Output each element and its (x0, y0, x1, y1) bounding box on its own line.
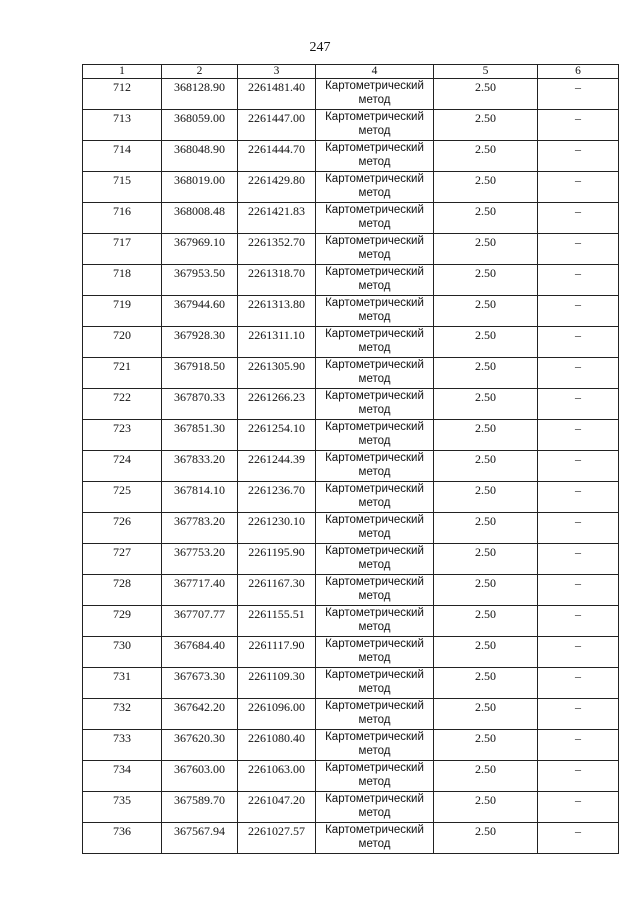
page-number: 247 (309, 40, 331, 55)
point-number-cell: 724 (83, 451, 162, 482)
x-coordinate-cell: 367814.10 (162, 482, 238, 513)
table-body (83, 65, 619, 854)
method-line-2: метод (358, 497, 391, 509)
method-cell (316, 172, 434, 203)
method-line-2: метод (358, 404, 391, 416)
y-coordinate-cell: 2261421.83 (238, 203, 316, 234)
x-coordinate-cell: 367673.30 (162, 668, 238, 699)
table-row (83, 296, 619, 327)
accuracy-cell: 2.50 (434, 296, 538, 327)
y-coordinate-cell: 2261195.90 (238, 544, 316, 575)
method-cell (316, 110, 434, 141)
method-line-2: метод (358, 435, 391, 447)
method-line-1: Картометрический (325, 204, 424, 216)
table-row (83, 420, 619, 451)
method-cell (316, 637, 434, 668)
table-row (83, 451, 619, 482)
point-number-cell: 736 (83, 823, 162, 854)
method-line-2: метод (358, 683, 391, 695)
point-number-cell: 717 (83, 234, 162, 265)
point-number-cell: 721 (83, 358, 162, 389)
x-coordinate-cell: 367870.33 (162, 389, 238, 420)
point-number-cell: 725 (83, 482, 162, 513)
method-line-1: Картометрический (325, 545, 424, 557)
point-number-cell: 730 (83, 637, 162, 668)
y-coordinate-cell: 2261167.30 (238, 575, 316, 606)
accuracy-cell: 2.50 (434, 730, 538, 761)
x-coordinate-cell: 367969.10 (162, 234, 238, 265)
method-cell (316, 699, 434, 730)
table-row (83, 482, 619, 513)
table-row (83, 234, 619, 265)
accuracy-cell: 2.50 (434, 823, 538, 854)
note-cell: – (538, 296, 619, 327)
y-coordinate-cell: 2261447.00 (238, 110, 316, 141)
method-cell (316, 203, 434, 234)
x-coordinate-cell: 367928.30 (162, 327, 238, 358)
table-row (83, 792, 619, 823)
method-line-1: Картометрический (325, 607, 424, 619)
note-cell: – (538, 637, 619, 668)
x-coordinate-cell: 367783.20 (162, 513, 238, 544)
accuracy-cell: 2.50 (434, 699, 538, 730)
accuracy-cell: 2.50 (434, 761, 538, 792)
y-coordinate-cell: 2261080.40 (238, 730, 316, 761)
table-row (83, 265, 619, 296)
method-line-1: Картометрический (325, 669, 424, 681)
method-cell (316, 451, 434, 482)
method-line-1: Картометрический (325, 824, 424, 836)
method-cell (316, 575, 434, 606)
accuracy-cell: 2.50 (434, 234, 538, 265)
method-line-2: метод (358, 342, 391, 354)
y-coordinate-cell: 2261063.00 (238, 761, 316, 792)
method-line-2: метод (358, 621, 391, 633)
y-coordinate-cell: 2261444.70 (238, 141, 316, 172)
method-line-1: Картометрический (325, 421, 424, 433)
method-cell (316, 606, 434, 637)
method-cell (316, 296, 434, 327)
y-coordinate-cell: 2261311.10 (238, 327, 316, 358)
method-line-2: метод (358, 373, 391, 385)
method-line-2: метод (358, 559, 391, 571)
point-number-cell: 716 (83, 203, 162, 234)
method-line-2: метод (358, 311, 391, 323)
table-row (83, 358, 619, 389)
table-row (83, 637, 619, 668)
point-number-cell: 712 (83, 79, 162, 110)
point-number-cell: 735 (83, 792, 162, 823)
method-line-1: Картометрический (325, 793, 424, 805)
point-number-cell: 734 (83, 761, 162, 792)
point-number-cell: 719 (83, 296, 162, 327)
accuracy-cell: 2.50 (434, 513, 538, 544)
method-cell (316, 79, 434, 110)
column-header: 4 (316, 65, 434, 79)
coordinates-table (82, 64, 619, 854)
x-coordinate-cell: 367953.50 (162, 265, 238, 296)
accuracy-cell: 2.50 (434, 203, 538, 234)
table-row (83, 823, 619, 854)
accuracy-cell: 2.50 (434, 389, 538, 420)
point-number-cell: 723 (83, 420, 162, 451)
method-line-1: Картометрический (325, 700, 424, 712)
table-row (83, 110, 619, 141)
table-header-row (83, 65, 619, 79)
y-coordinate-cell: 2261230.10 (238, 513, 316, 544)
x-coordinate-cell: 367589.70 (162, 792, 238, 823)
method-line-1: Картометрический (325, 80, 424, 92)
method-cell (316, 730, 434, 761)
x-coordinate-cell: 367753.20 (162, 544, 238, 575)
x-coordinate-cell: 368059.00 (162, 110, 238, 141)
table-row (83, 668, 619, 699)
note-cell: – (538, 79, 619, 110)
x-coordinate-cell: 367684.40 (162, 637, 238, 668)
y-coordinate-cell: 2261313.80 (238, 296, 316, 327)
note-cell: – (538, 606, 619, 637)
point-number-cell: 733 (83, 730, 162, 761)
method-line-2: метод (358, 466, 391, 478)
y-coordinate-cell: 2261117.90 (238, 637, 316, 668)
y-coordinate-cell: 2261047.20 (238, 792, 316, 823)
y-coordinate-cell: 2261305.90 (238, 358, 316, 389)
accuracy-cell: 2.50 (434, 110, 538, 141)
point-number-cell: 727 (83, 544, 162, 575)
y-coordinate-cell: 2261318.70 (238, 265, 316, 296)
x-coordinate-cell: 367603.00 (162, 761, 238, 792)
note-cell: – (538, 451, 619, 482)
table-row (83, 172, 619, 203)
accuracy-cell: 2.50 (434, 575, 538, 606)
method-line-2: метод (358, 187, 391, 199)
table-row (83, 544, 619, 575)
note-cell: – (538, 358, 619, 389)
method-line-1: Картометрический (325, 483, 424, 495)
point-number-cell: 731 (83, 668, 162, 699)
method-line-1: Картометрический (325, 762, 424, 774)
x-coordinate-cell: 368008.48 (162, 203, 238, 234)
method-line-2: метод (358, 528, 391, 540)
note-cell: – (538, 327, 619, 358)
column-header: 2 (162, 65, 238, 79)
method-line-1: Картометрический (325, 514, 424, 526)
x-coordinate-cell: 367707.77 (162, 606, 238, 637)
method-cell (316, 234, 434, 265)
note-cell: – (538, 141, 619, 172)
table-row (83, 513, 619, 544)
accuracy-cell: 2.50 (434, 482, 538, 513)
method-cell (316, 482, 434, 513)
method-cell (316, 420, 434, 451)
method-cell (316, 668, 434, 699)
note-cell: – (538, 234, 619, 265)
x-coordinate-cell: 367918.50 (162, 358, 238, 389)
method-line-2: метод (358, 156, 391, 168)
accuracy-cell: 2.50 (434, 172, 538, 203)
note-cell: – (538, 699, 619, 730)
y-coordinate-cell: 2261244.39 (238, 451, 316, 482)
accuracy-cell: 2.50 (434, 792, 538, 823)
method-cell (316, 141, 434, 172)
note-cell: – (538, 668, 619, 699)
accuracy-cell: 2.50 (434, 358, 538, 389)
point-number-cell: 714 (83, 141, 162, 172)
method-line-1: Картометрический (325, 731, 424, 743)
y-coordinate-cell: 2261155.51 (238, 606, 316, 637)
x-coordinate-cell: 367717.40 (162, 575, 238, 606)
table-row (83, 389, 619, 420)
accuracy-cell: 2.50 (434, 451, 538, 482)
method-cell (316, 265, 434, 296)
point-number-cell: 715 (83, 172, 162, 203)
accuracy-cell: 2.50 (434, 668, 538, 699)
method-cell (316, 513, 434, 544)
method-cell (316, 823, 434, 854)
note-cell: – (538, 482, 619, 513)
method-line-1: Картометрический (325, 576, 424, 588)
method-cell (316, 389, 434, 420)
accuracy-cell: 2.50 (434, 79, 538, 110)
method-line-2: метод (358, 590, 391, 602)
method-line-1: Картометрический (325, 111, 424, 123)
table-row (83, 606, 619, 637)
table-row (83, 699, 619, 730)
x-coordinate-cell: 367833.20 (162, 451, 238, 482)
y-coordinate-cell: 2261096.00 (238, 699, 316, 730)
method-line-2: метод (358, 776, 391, 788)
point-number-cell: 726 (83, 513, 162, 544)
note-cell: – (538, 203, 619, 234)
point-number-cell: 713 (83, 110, 162, 141)
y-coordinate-cell: 2261266.23 (238, 389, 316, 420)
accuracy-cell: 2.50 (434, 637, 538, 668)
method-line-1: Картометрический (325, 359, 424, 371)
method-cell (316, 761, 434, 792)
accuracy-cell: 2.50 (434, 141, 538, 172)
note-cell: – (538, 110, 619, 141)
note-cell: – (538, 265, 619, 296)
y-coordinate-cell: 2261254.10 (238, 420, 316, 451)
method-line-2: метод (358, 838, 391, 850)
point-number-cell: 732 (83, 699, 162, 730)
method-line-1: Картометрический (325, 266, 424, 278)
y-coordinate-cell: 2261481.40 (238, 79, 316, 110)
note-cell: – (538, 172, 619, 203)
point-number-cell: 718 (83, 265, 162, 296)
y-coordinate-cell: 2261236.70 (238, 482, 316, 513)
x-coordinate-cell: 368019.00 (162, 172, 238, 203)
y-coordinate-cell: 2261109.30 (238, 668, 316, 699)
x-coordinate-cell: 367944.60 (162, 296, 238, 327)
method-line-1: Картометрический (325, 297, 424, 309)
table-row (83, 79, 619, 110)
method-line-2: метод (358, 280, 391, 292)
note-cell: – (538, 761, 619, 792)
method-line-2: метод (358, 125, 391, 137)
point-number-cell: 728 (83, 575, 162, 606)
method-line-2: метод (358, 807, 391, 819)
method-cell (316, 544, 434, 575)
method-line-1: Картометрический (325, 142, 424, 154)
table-row (83, 327, 619, 358)
note-cell: – (538, 389, 619, 420)
column-header: 6 (538, 65, 619, 79)
note-cell: – (538, 823, 619, 854)
table-row (83, 730, 619, 761)
method-line-2: метод (358, 652, 391, 664)
method-cell (316, 327, 434, 358)
method-line-2: метод (358, 249, 391, 261)
method-line-1: Картометрический (325, 638, 424, 650)
y-coordinate-cell: 2261352.70 (238, 234, 316, 265)
method-line-2: метод (358, 714, 391, 726)
method-line-1: Картометрический (325, 173, 424, 185)
accuracy-cell: 2.50 (434, 544, 538, 575)
note-cell: – (538, 575, 619, 606)
method-line-1: Картометрический (325, 235, 424, 247)
method-line-1: Картометрический (325, 328, 424, 340)
note-cell: – (538, 730, 619, 761)
note-cell: – (538, 420, 619, 451)
point-number-cell: 729 (83, 606, 162, 637)
accuracy-cell: 2.50 (434, 265, 538, 296)
x-coordinate-cell: 368128.90 (162, 79, 238, 110)
accuracy-cell: 2.50 (434, 327, 538, 358)
y-coordinate-cell: 2261027.57 (238, 823, 316, 854)
x-coordinate-cell: 367851.30 (162, 420, 238, 451)
method-line-1: Картометрический (325, 390, 424, 402)
table-row (83, 141, 619, 172)
x-coordinate-cell: 367620.30 (162, 730, 238, 761)
accuracy-cell: 2.50 (434, 606, 538, 637)
note-cell: – (538, 792, 619, 823)
y-coordinate-cell: 2261429.80 (238, 172, 316, 203)
column-header: 5 (434, 65, 538, 79)
x-coordinate-cell: 367567.94 (162, 823, 238, 854)
method-line-2: метод (358, 745, 391, 757)
note-cell: – (538, 544, 619, 575)
table-row (83, 761, 619, 792)
table-row (83, 575, 619, 606)
method-line-2: метод (358, 94, 391, 106)
x-coordinate-cell: 368048.90 (162, 141, 238, 172)
note-cell: – (538, 513, 619, 544)
method-cell (316, 358, 434, 389)
column-header: 3 (238, 65, 316, 79)
accuracy-cell: 2.50 (434, 420, 538, 451)
table-row (83, 203, 619, 234)
point-number-cell: 722 (83, 389, 162, 420)
x-coordinate-cell: 367642.20 (162, 699, 238, 730)
method-line-2: метод (358, 218, 391, 230)
method-line-1: Картометрический (325, 452, 424, 464)
method-cell (316, 792, 434, 823)
column-header: 1 (83, 65, 162, 79)
point-number-cell: 720 (83, 327, 162, 358)
